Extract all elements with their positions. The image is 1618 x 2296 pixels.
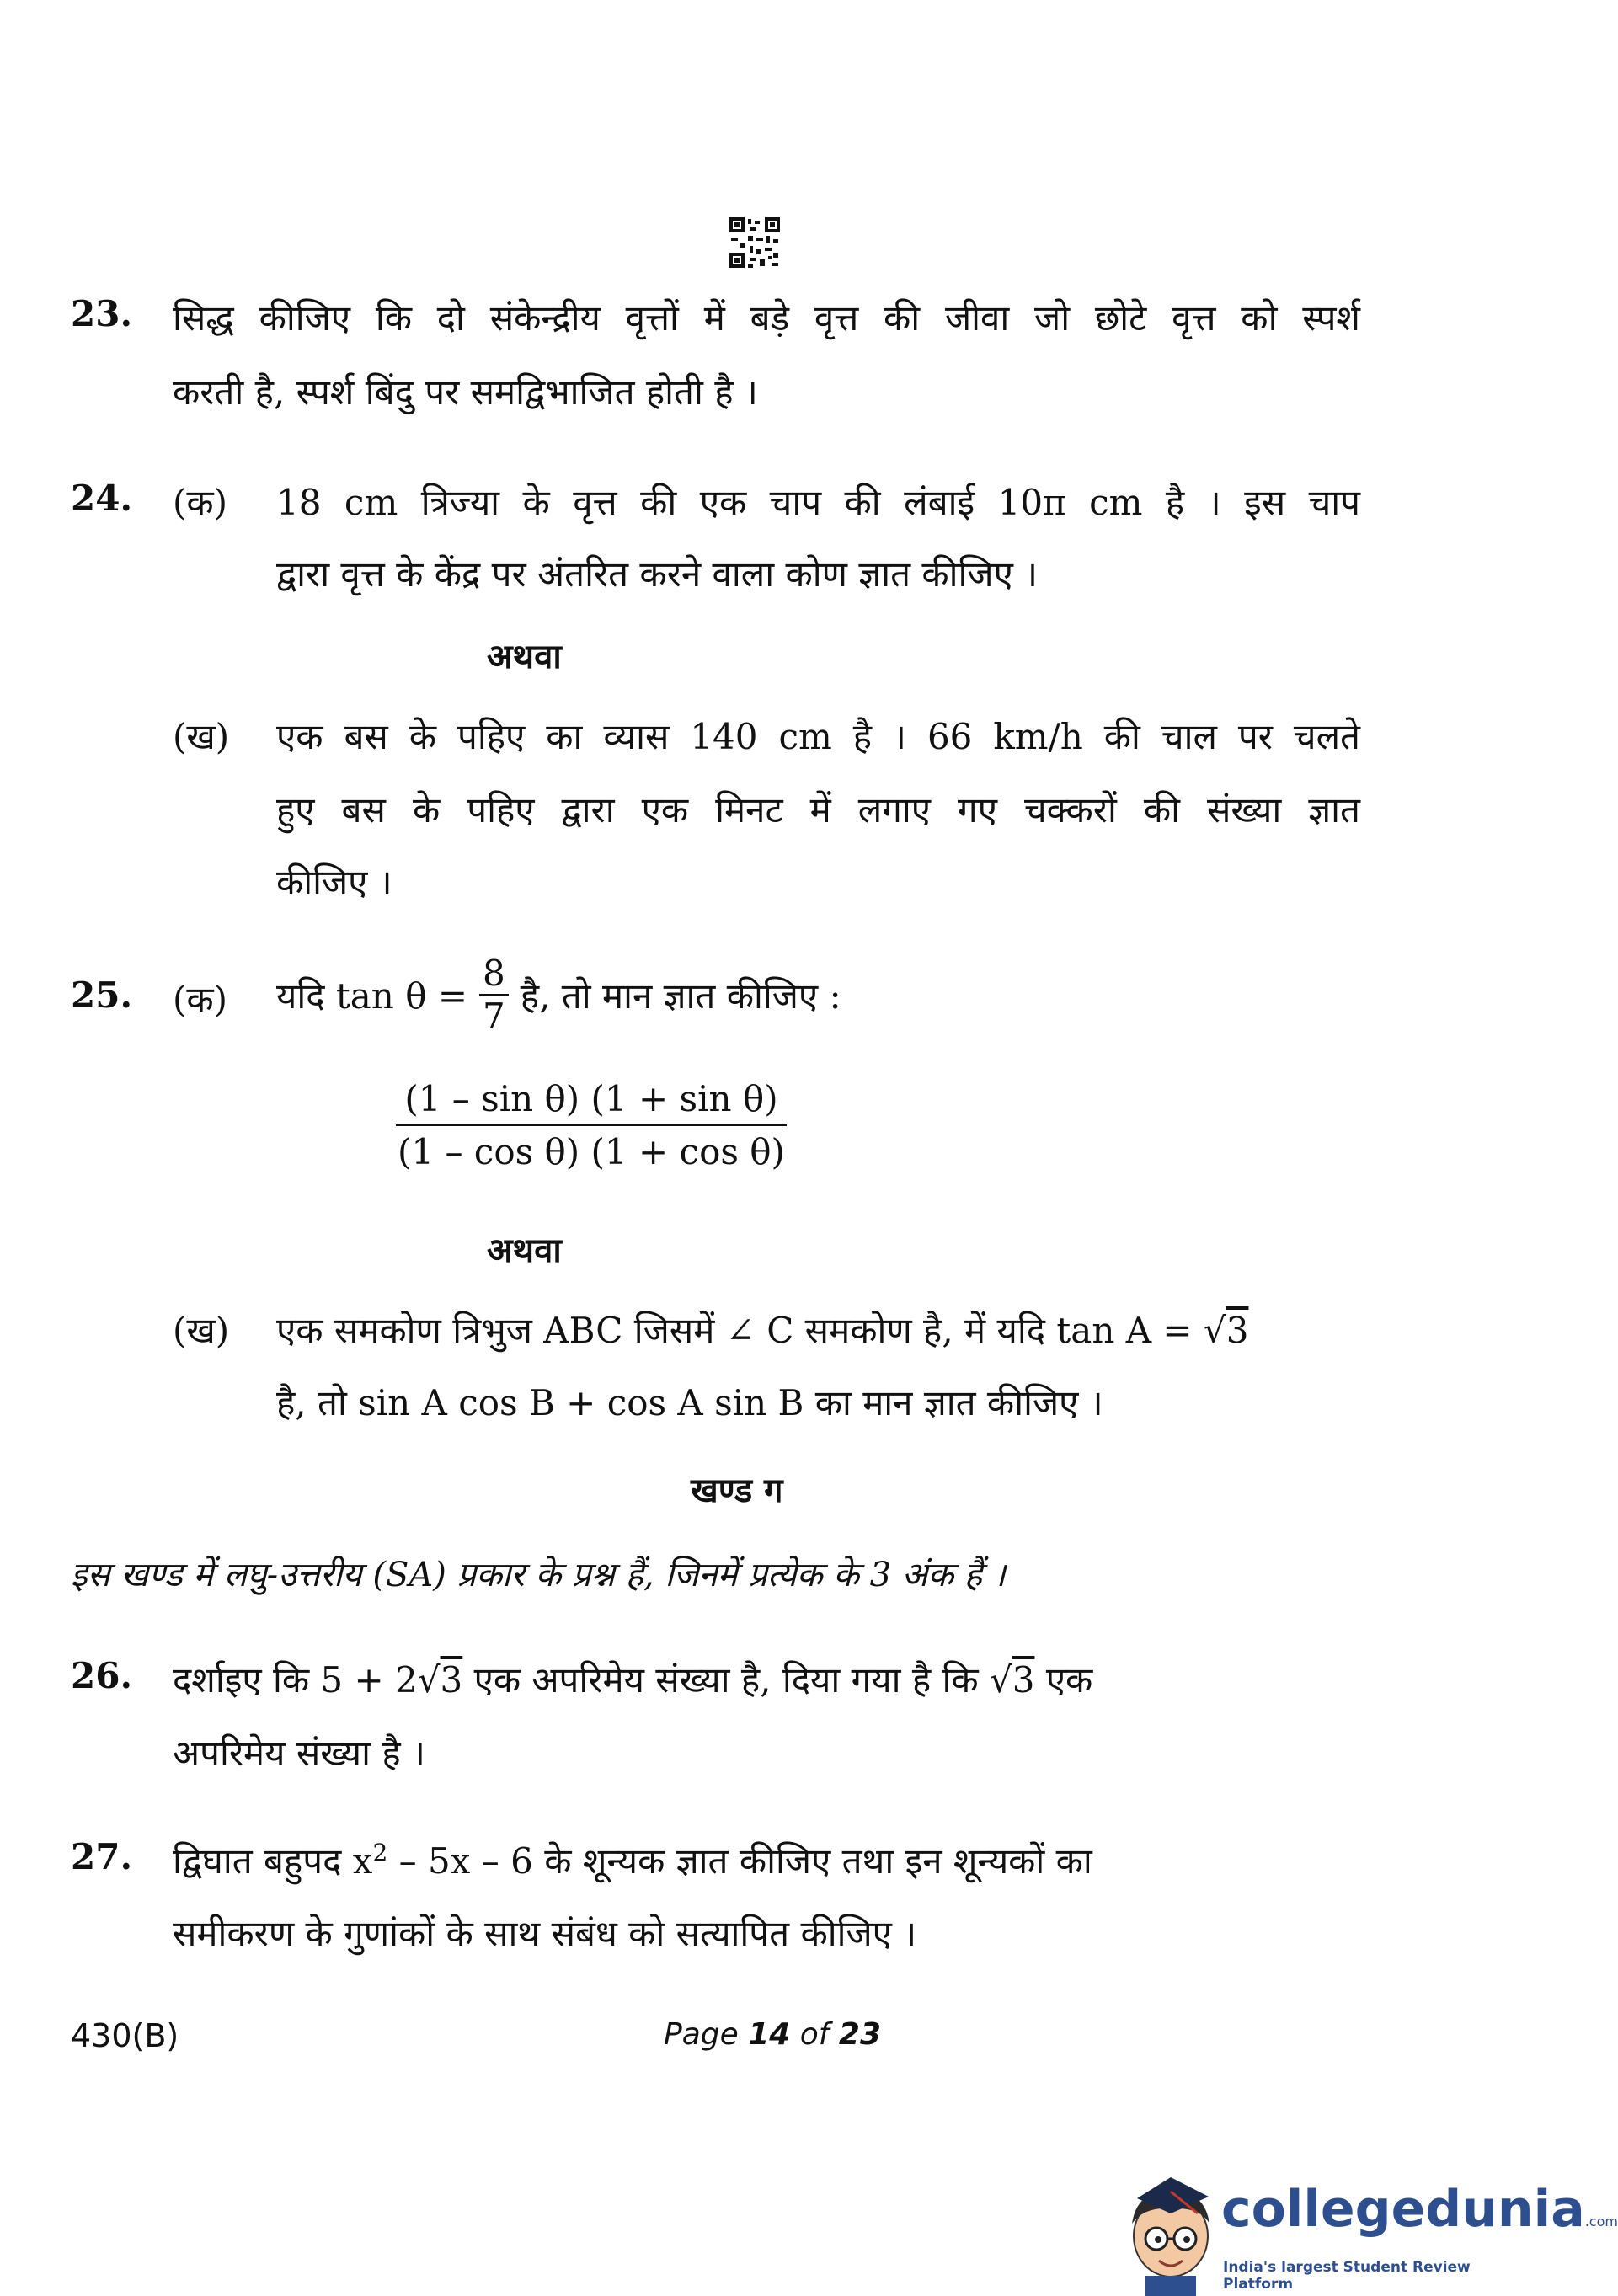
page-label: Page [664, 2017, 749, 2052]
q24-option-b-label: (ख) [173, 716, 230, 757]
q26-part-b: एक अपरिमेय संख्या है, दिया गया है कि √ [462, 1659, 1012, 1701]
or-separator-2: अथवा [487, 1231, 562, 1270]
question-number-26: 26. [71, 1655, 133, 1696]
question-number-23: 23. [71, 293, 133, 334]
fraction-denominator: 7 [483, 996, 505, 1037]
q27-text-line2: समीकरण के गुणांकों के साथ संबंध को सत्यापित कीजिए । [173, 1913, 917, 1954]
q27-part-b: – 5x – 6 के शून्यक ज्ञात कीजिए तथा इन शून्यकों का [387, 1840, 1092, 1882]
q24-option-b-line1: एक बस के पहिए का व्यास 140 cm है । 66 km/h की चाल पर चलते [276, 716, 1360, 757]
question-number-27: 27. [71, 1836, 133, 1877]
q24-option-a-label: (क) [173, 482, 228, 523]
q25-a-pre: यदि tan θ = [276, 974, 468, 1017]
or-separator: अथवा [487, 637, 562, 676]
paper-code: 430(B) [71, 2017, 179, 2054]
brand-tagline: India's largest Student Review Platform [1223, 2259, 1471, 2293]
q24-option-b-line2: हुए बस के पहिए द्वारा एक मिनट में लगाए गए चक्करों की संख्या ज्ञात [276, 789, 1360, 830]
radicand: 3 [1012, 1659, 1035, 1701]
q27-part-a: द्विघात बहुपद x [173, 1840, 373, 1882]
mascot-logo-icon [1120, 2173, 1221, 2296]
brand-suffix: .com [1584, 2213, 1618, 2229]
q23-text-line2: करती है, स्पर्श बिंदु पर समद्विभाजित होती है । [173, 371, 758, 413]
radicand: 3 [1226, 1310, 1249, 1351]
page-indicator [664, 2017, 881, 2052]
trig-expression [396, 1078, 787, 1172]
trig-expression-numerator: (1 – sin θ) (1 + sin θ) [396, 1078, 787, 1126]
q25-option-b-label: (ख) [173, 1310, 230, 1351]
q27-text-line1 [173, 1836, 1092, 1884]
page-total: 23 [838, 2017, 882, 2052]
fraction-numerator: 8 [479, 953, 509, 996]
q26-text-line2: अपरिमेय संख्या है । [173, 1733, 425, 1774]
qr-code [729, 217, 780, 268]
question-number-25: 25. [71, 974, 133, 1016]
page-of: of [790, 2017, 839, 2052]
q25-option-a-statement [276, 948, 841, 1042]
section-title: खण्ड ग [691, 1471, 783, 1510]
q25-a-post: है, तो मान ज्ञात कीजिए : [520, 974, 841, 1017]
fraction-8-over-7 [479, 953, 509, 1037]
q23-text-line1: सिद्ध कीजिए कि दो संकेन्द्रीय वृत्तों में बड़े वृत्त की जीवा जो छोटे वृत्त को स्पर्श [173, 297, 1360, 339]
q24-option-a-line1: 18 cm त्रिज्या के वृत्त की एक चाप की लंबाई 10π cm है । इस चाप [276, 482, 1360, 523]
brand-wordmark: collegedunia [1221, 2180, 1585, 2239]
brand-name [1221, 2180, 1618, 2239]
trig-expression-denominator: (1 – cos θ) (1 + cos θ) [398, 1131, 785, 1172]
q25-option-a-label: (क) [173, 979, 228, 1020]
q26-text-line1 [173, 1655, 1360, 1703]
q25-option-b-line1 [276, 1306, 1248, 1354]
radicand: 3 [440, 1659, 463, 1701]
question-number-24: 24. [71, 478, 133, 519]
page-number: 14 [748, 2017, 791, 2052]
q24-option-a-line2: द्वारा वृत्त के केंद्र पर अंतरित करने वाला कोण ज्ञात कीजिए । [276, 553, 1039, 595]
q25-b-line1-text: एक समकोण त्रिभुज ABC जिसमें ∠ C समकोण है, में यदि tan A = √ [276, 1310, 1226, 1351]
q24-option-b-line3: कीजिए । [276, 862, 392, 903]
q25-option-b-line2: है, तो sin A cos B + cos A sin B का मान ज्ञात कीजिए । [276, 1382, 1103, 1423]
exponent: 2 [372, 1839, 388, 1866]
q26-part-a: दर्शाइए कि 5 + 2√ [173, 1659, 441, 1701]
q26-part-c: एक [1034, 1659, 1093, 1701]
section-instruction: इस खण्ड में लघु-उत्तरीय (SA) प्रकार के प्रश्न हैं, जिनमें प्रत्येक के 3 अंक हैं । [71, 1556, 1006, 1594]
